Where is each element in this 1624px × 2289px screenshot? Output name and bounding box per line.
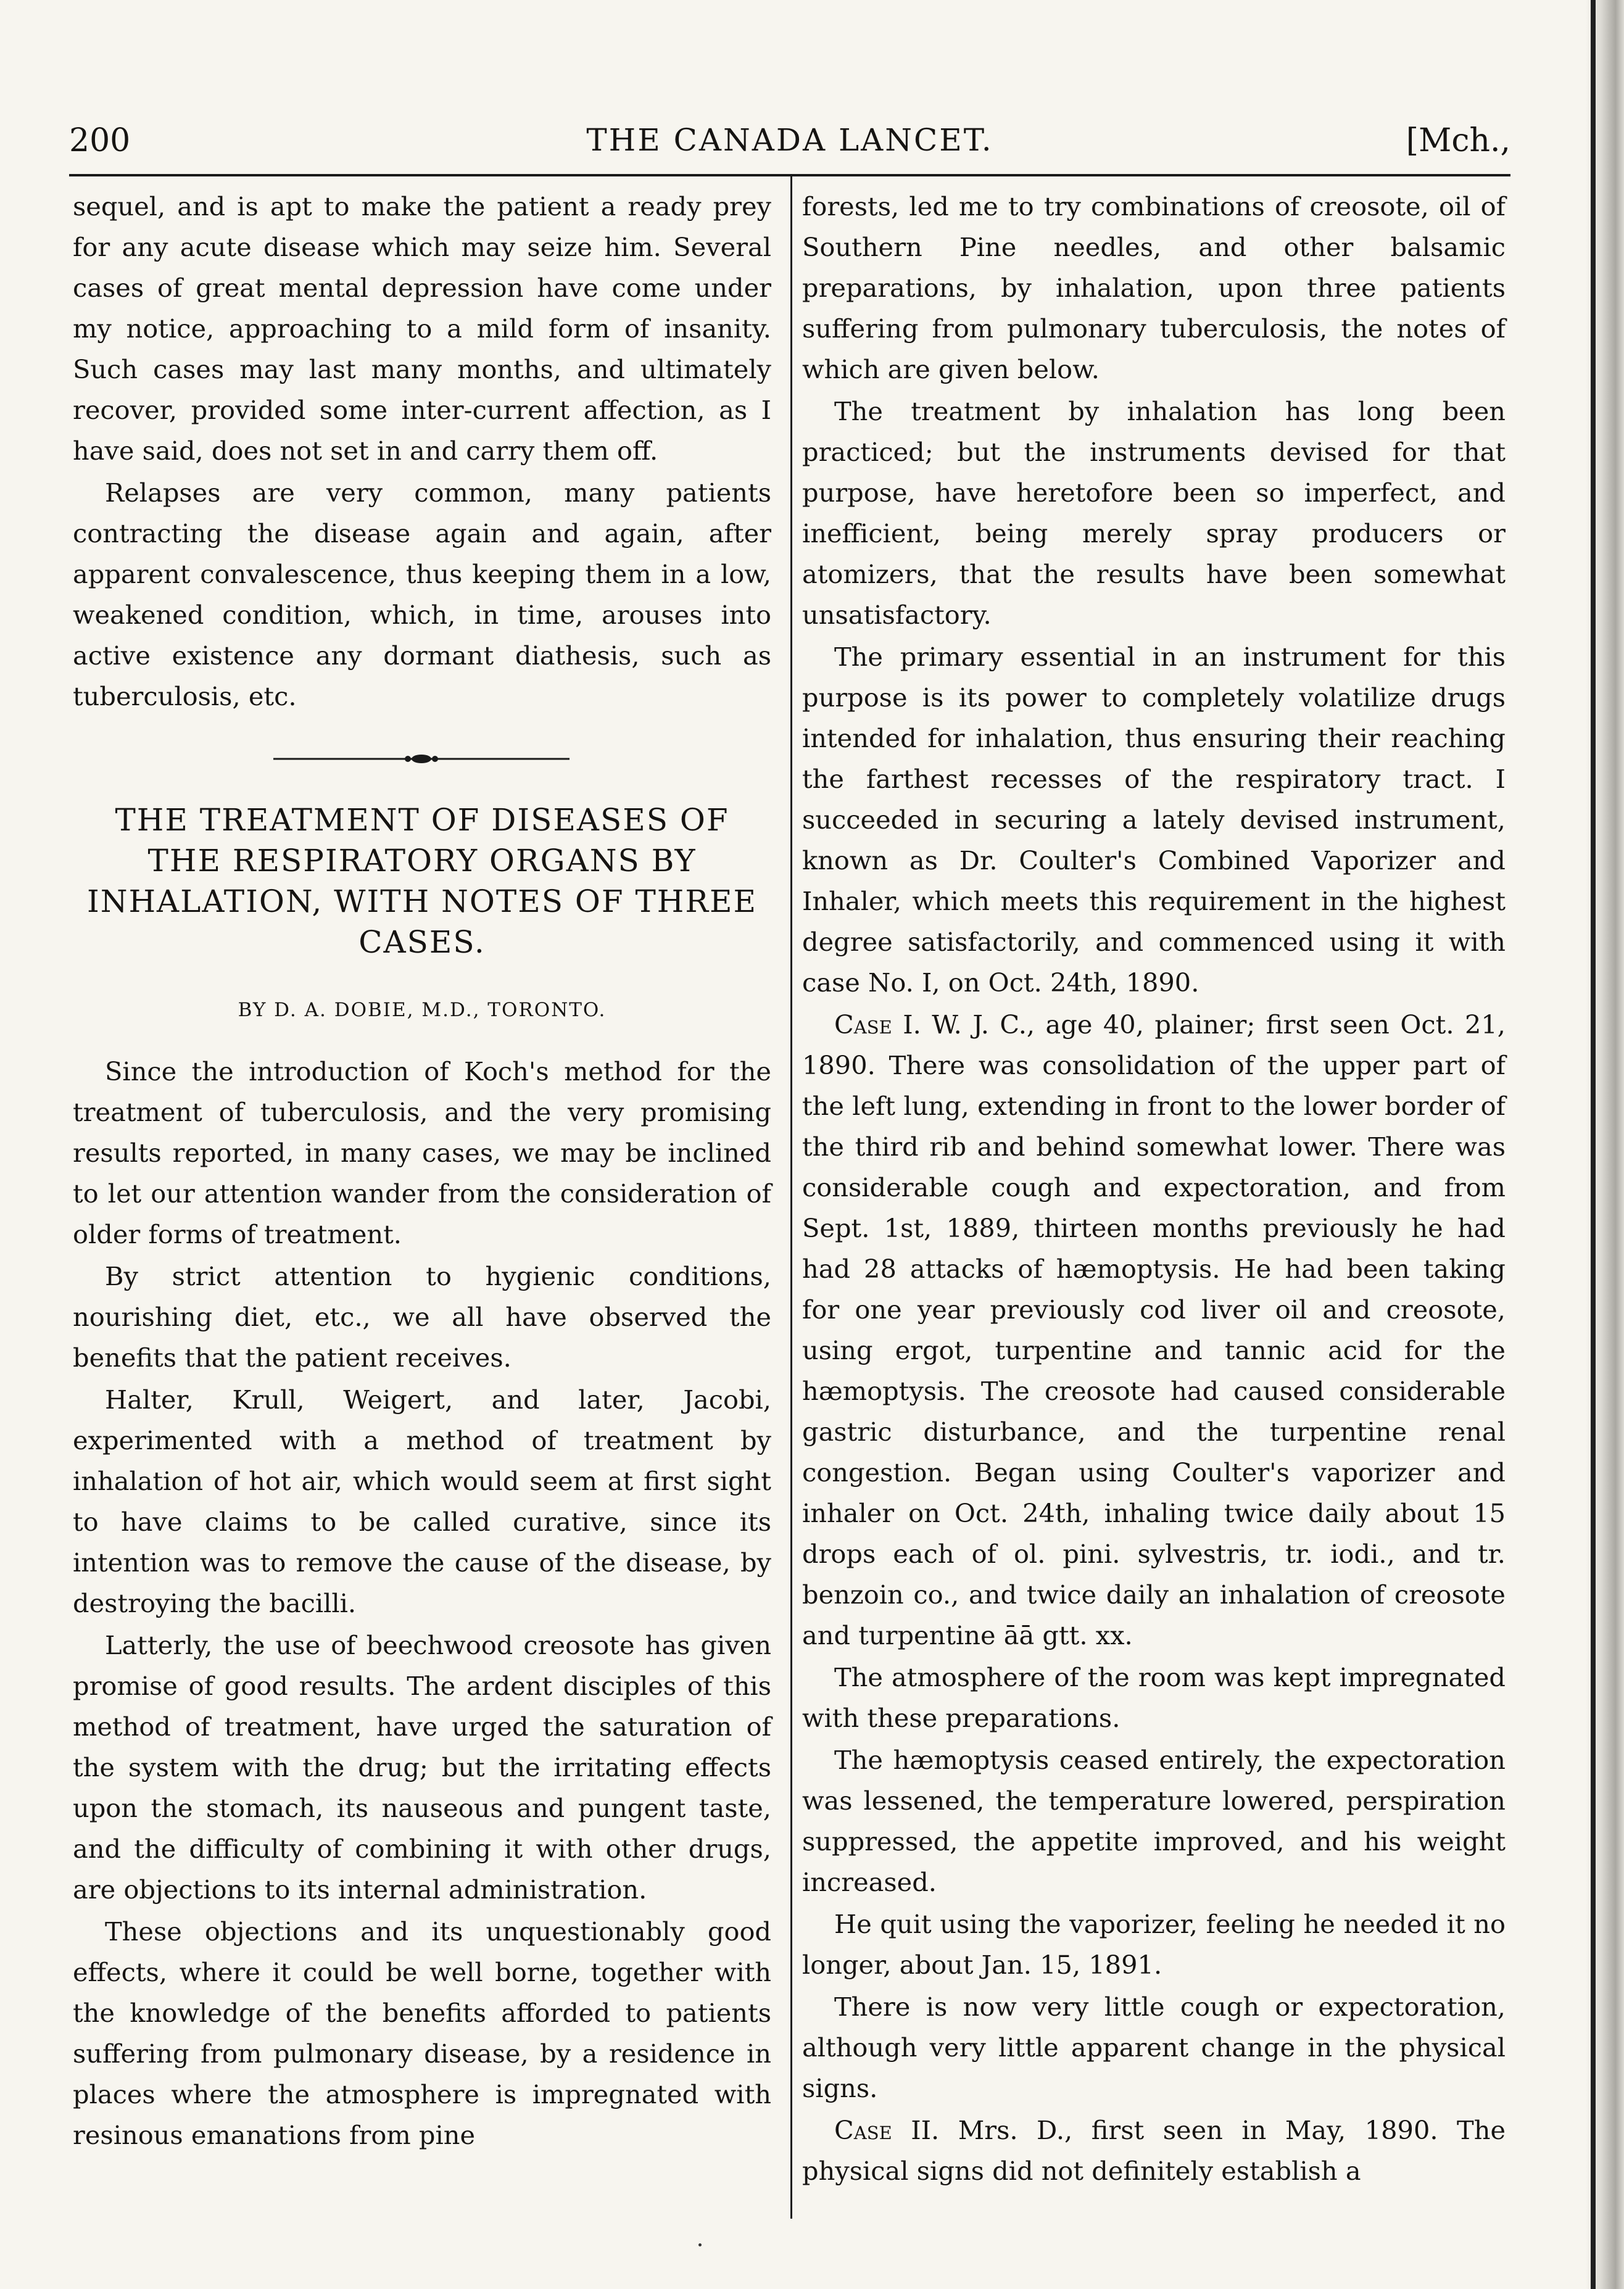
journal-title: THE CANADA LANCET. — [586, 122, 993, 158]
paragraph: By strict attention to hygienic conditions, nourishing diet, etc., we all have observed the benefits that the patient receives. — [73, 1261, 771, 1373]
article-byline: BY D. A. DOBIE, M.D., TORONTO. — [238, 999, 607, 1021]
paragraph: Latterly, the use of beechwood creosote has given promise of good results. The ardent disciples of this method of treatment, have urged the saturation of the system with the drug; but the irritating effects upon the stomach, its nauseous and pungent taste, and the difficulty of combining it with other drugs, are objections to its internal administration. — [73, 1630, 771, 1905]
paragraph: These objections and its unquestionably good effects, where it could be well borne, together with the knowledge of the benefits afforded to patients suffering from pulmonary disease, by a residence in places where the atmosphere is impregnated with resinous emanations from pine — [73, 1916, 771, 2150]
case-paragraph — [802, 1004, 1506, 1656]
header-rule — [69, 174, 1510, 176]
paragraph: He quit using the vaporizer, feeling he needed it no longer, about Jan. 15, 1891. — [802, 1909, 1506, 1980]
case-label: Case II. — [834, 2115, 940, 2145]
case-paragraph — [802, 2110, 1506, 2192]
right-column — [802, 186, 1506, 2192]
paragraph: sequel, and is apt to make the patient a ready prey for any acute disease which may seize him. Several cases of great mental depression have come under my notice, approaching to a mild form of insanity. Such cases may last many months, and ultimately recover, provided some inter-current affection, as I have said, does not set in and carry them off. — [73, 191, 771, 466]
section-ornament — [273, 751, 570, 766]
case-text: Mrs. D., first seen in May, 1890. The physical signs did not definitely establish a — [802, 2115, 1506, 2186]
article-title: THE TREATMENT OF DISEASES OF THE RESPIRATORY ORGANS BY INHALATION, WITH NOTES OF THREE CASES. — [86, 802, 758, 960]
page-number: 200 — [69, 122, 131, 159]
paragraph: Halter, Krull, Weigert, and later, Jacobi, experimented with a method of treatment by inhalation of hot air, which would seem at first sight to have claims to be called curative, since its intention was to remove the cause of the disease, by destroying the bacilli. — [73, 1385, 771, 1618]
paragraph: Relapses are very common, many patients contracting the disease again and again, after apparent convalescence, thus keeping them in a low, weakened condition, which, in time, arouses into active existence any dormant diathesis, such as tuberculosis, etc. — [73, 478, 771, 711]
paragraph: There is now very little cough or expectoration, although very little apparent change in the physical signs. — [802, 1992, 1506, 2103]
paragraph: forests, led me to try combinations of creosote, oil of Southern Pine needles, and other balsamic preparations, by inhalation, upon three patients suffering from pulmonary tuberculosis, the notes of which are given below. — [802, 191, 1506, 384]
paragraph: The primary essential in an instrument for this purpose is its power to completely volatilize drugs intended for inhalation, thus ensuring their reaching the farthest recesses of the respiratory tract. I succeeded in securing a lately devised instrument, known as Dr. Coulter's Combined Vaporizer and Inhaler, which meets this requirement in the highest degree satisfactorily, and commenced using it with case No. I, on Oct. 24th, 1890. — [802, 642, 1506, 998]
page-header — [69, 122, 1510, 165]
left-column — [73, 186, 771, 2156]
case-label: Case I. — [834, 1009, 921, 1040]
paragraph: The hæmoptysis ceased entirely, the expectoration was lessened, the temperature lowered, perspiration suppressed, the appetite improved, and his weight increased. — [802, 1745, 1506, 1897]
column-divider — [790, 176, 792, 2219]
binding-edge — [1591, 0, 1596, 2289]
case-text: W. J. C., age 40, plainer; first seen Oct. 21, 1890. There was consolidation of the upper part of the left lung, extending in front to the lower border of the third rib and behind somewhat lower. There was considerable cough and expectoration, and from Sept. 1st, 1889, thirteen months previously he had had 28 attacks of hæmoptysis. He had been taking for one year previously cod liver oil and creosote, using ergot, turpentine and tannic acid for the hæmoptysis. The creosote had caused considerable gastric disturbance, and the turpentine renal congestion. Began using Coulter's vaporizer and inhaler on Oct. 24th, inhaling twice daily about 15 drops each of ol. pini. sylvestris, tr. iodi., and tr. benzoin co., and twice daily an inhalation of creosote and turpentine āā gtt. xx. — [802, 1009, 1506, 1650]
paragraph: The treatment by inhalation has long been practiced; but the instruments devised for that purpose, have heretofore been so imperfect, and inefficient, being merely spray producers or atomizers, that the results have been somewhat unsatisfactory. — [802, 396, 1506, 630]
paragraph: The atmosphere of the room was kept impregnated with these preparations. — [802, 1662, 1506, 1733]
paragraph: Since the introduction of Koch's method for the treatment of tuberculosis, and the very promising results reported, in many cases, we may be inclined to let our attention wander from the consideration of older forms of treatment. — [73, 1056, 771, 1249]
print-speck — [698, 2243, 702, 2246]
issue-month: [Mch., — [1406, 122, 1510, 159]
